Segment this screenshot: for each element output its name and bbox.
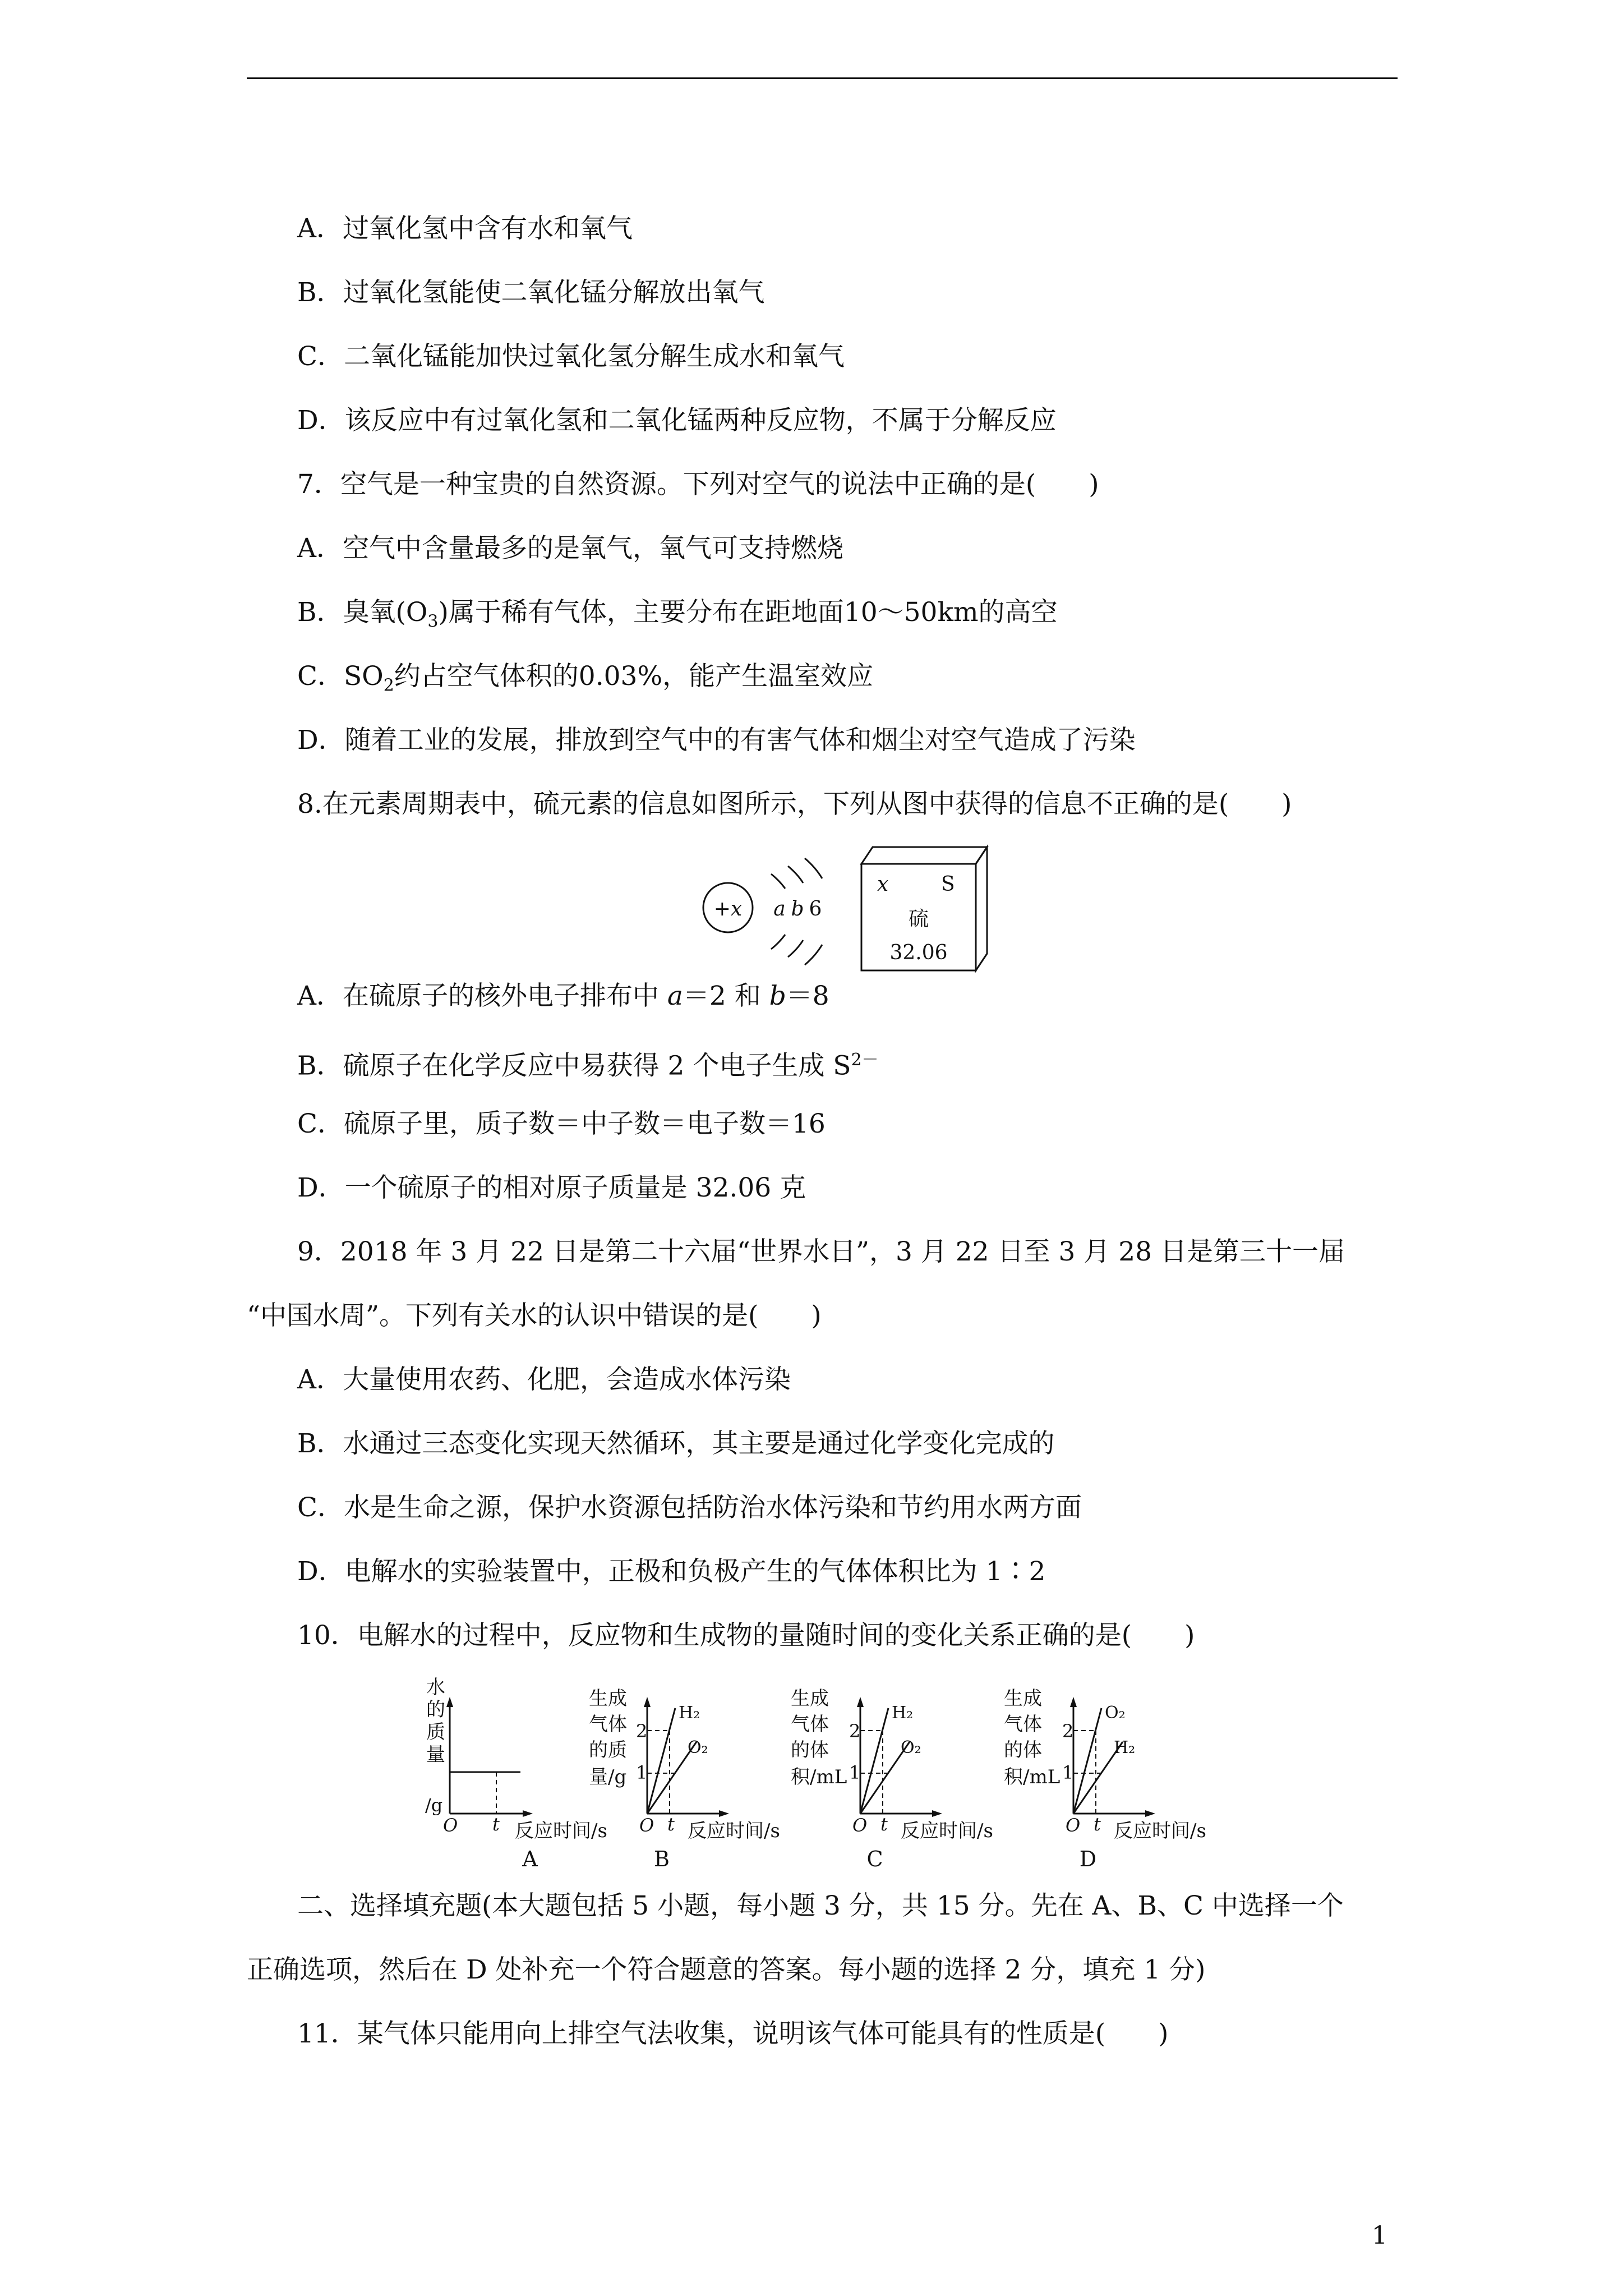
q8-stem: 8.在元素周期表中，硫元素的信息如图所示，下列从图中获得的信息不正确的是( ) [297, 789, 1292, 820]
q9-stem-line2: “中国水周”。下列有关水的认识中错误的是( ) [247, 1300, 822, 1331]
svg-text:O₂: O₂ [688, 1738, 708, 1757]
q9-option-c: C．水是生命之源，保护水资源包括防治水体污染和节约用水两方面 [297, 1492, 1082, 1523]
svg-text:生成: 生成 [589, 1687, 627, 1710]
q7-option-d: D．随着工业的发展，排放到空气中的有害气体和烟尘对空气造成了污染 [297, 725, 1136, 756]
svg-text:1: 1 [849, 1762, 861, 1783]
svg-text:O: O [852, 1815, 868, 1836]
cell-mass: 32.06 [889, 941, 948, 964]
graph-c-upper-line [860, 1708, 888, 1814]
svg-text:反应时间/s: 反应时间/s [901, 1820, 993, 1842]
svg-text:O: O [1066, 1815, 1081, 1836]
graph-a-ylabel-3: 质 [426, 1721, 445, 1743]
svg-text:H₂: H₂ [679, 1703, 700, 1723]
section2-line1: 二、选择填充题(本大题包括 5 小题，每小题 3 分，共 15 分。先在 A、B、C 中选择一个 [297, 1890, 1344, 1921]
graph-d-upper-line [1073, 1708, 1101, 1814]
graph-c [791, 1687, 993, 1871]
shell-a-label: a [773, 898, 786, 921]
svg-text:反应时间/s: 反应时间/s [688, 1820, 780, 1842]
q8-option-a: A．在硫原子的核外电子排布中 a＝2 和 b＝8 [297, 981, 829, 1011]
svg-text:积/mL: 积/mL [791, 1766, 847, 1788]
shell-c-label: 6 [809, 898, 822, 921]
svg-text:O: O [443, 1815, 458, 1836]
shell-arc-1-top [771, 874, 785, 889]
svg-text:气体: 气体 [1004, 1713, 1042, 1736]
svg-text:t: t [880, 1814, 888, 1835]
q9-stem-line1: 9．2018 年 3 月 22 日是第二十六届“世界水日”，3 月 22 日至 3 月 28 日是第三十一届 [297, 1236, 1345, 1267]
shell-arc-1-bottom [771, 935, 785, 949]
graph-c-label: C [866, 1847, 883, 1871]
shell-b-label: b [791, 898, 804, 921]
shell-arc-3-top [805, 858, 822, 878]
graph-a-ylabel-1: 水 [426, 1676, 445, 1699]
nucleus-label: +x [713, 898, 743, 921]
sulfur-figure [695, 841, 998, 978]
graph-b-label: B [654, 1847, 670, 1871]
svg-text:积/mL: 积/mL [1004, 1766, 1061, 1788]
q8-option-b: B．硫原子在化学反应中易获得 2 个电子生成 $S^{2-}$ [297, 1050, 879, 1082]
svg-text:反应时间/s: 反应时间/s [515, 1820, 607, 1842]
svg-text:1: 1 [1062, 1762, 1074, 1783]
graph-a-ylabel-2: 的 [426, 1699, 445, 1721]
q10-stem: 10．电解水的过程中，反应物和生成物的量随时间的变化关系正确的是( ) [297, 1620, 1195, 1651]
svg-text:气体: 气体 [589, 1713, 627, 1736]
svg-text:1: 1 [636, 1762, 648, 1783]
q11-stem: 11．某气体只能用向上排空气法收集，说明该气体可能具有的性质是( ) [297, 2018, 1169, 2049]
q8-option-d: D．一个硫原子的相对原子质量是 32.06 克 [297, 1172, 806, 1203]
svg-text:O₂: O₂ [901, 1738, 921, 1757]
svg-text:的质: 的质 [589, 1739, 627, 1761]
graph-a-label: A [522, 1847, 538, 1871]
svg-text:t: t [492, 1814, 500, 1835]
svg-text:H₂: H₂ [1114, 1738, 1136, 1757]
graph-a [425, 1676, 607, 1871]
cell-name: 硫 [908, 908, 929, 931]
q7-stem: 7．空气是一种宝贵的自然资源。下列对空气的说法中正确的是( ) [297, 469, 1099, 500]
graph-a-ylabel-4: 量 [426, 1743, 445, 1766]
q6-option-b: B．过氧化氢能使二氧化锰分解放出氧气 [297, 277, 765, 308]
q6-option-c: C．二氧化锰能加快过氧化氢分解生成水和氧气 [297, 341, 845, 372]
q7-option-b: B．臭氧$(O_3)$属于稀有气体，主要分布在距地面10～50km的高空 [297, 597, 1058, 632]
cell-symbol: S [941, 873, 955, 896]
q6-option-a: A．过氧化氢中含有水和氧气 [297, 213, 633, 244]
shell-arc-2-top [788, 866, 803, 883]
svg-text:的体: 的体 [1004, 1739, 1042, 1761]
svg-text:t: t [667, 1814, 675, 1835]
svg-text:气体: 气体 [791, 1713, 829, 1736]
q9-option-b: B．水通过三态变化实现天然循环，其主要是通过化学变化完成的 [297, 1428, 1055, 1459]
svg-text:生成: 生成 [791, 1687, 829, 1710]
svg-text:生成: 生成 [1004, 1687, 1042, 1710]
cube-side [976, 847, 987, 970]
svg-text:反应时间/s: 反应时间/s [1114, 1820, 1206, 1842]
svg-text:的体: 的体 [791, 1739, 829, 1761]
q8-option-c: C．硫原子里，质子数＝中子数＝电子数＝16 [297, 1108, 826, 1139]
page-number: 1 [1372, 2221, 1387, 2250]
svg-text:量/g: 量/g [589, 1766, 627, 1788]
q9-option-d: D．电解水的实验装置中，正极和负极产生的气体体积比为 1∶2 [297, 1556, 1046, 1587]
graph-a-ylabel-5: /g [425, 1795, 443, 1816]
section2-line2: 正确选项，然后在 D 处补充一个符合题意的答案。每小题的选择 2 分，填充 1 分) [247, 1954, 1206, 1985]
cell-atomic-number: x [877, 873, 889, 896]
svg-text:2: 2 [636, 1720, 648, 1742]
svg-text:O: O [639, 1815, 654, 1836]
svg-text:H₂: H₂ [892, 1703, 914, 1723]
cube-top [861, 847, 987, 864]
graph-d [1004, 1687, 1206, 1871]
header-rule [247, 77, 1398, 79]
q6-option-d: D．该反应中有过氧化氢和二氧化锰两种反应物，不属于分解反应 [297, 405, 1057, 436]
shell-arc-3-bottom [805, 945, 822, 965]
q10-graphs [421, 1674, 1295, 1879]
graph-b [589, 1687, 780, 1871]
graph-b-upper-line [647, 1708, 675, 1814]
svg-text:O₂: O₂ [1105, 1703, 1126, 1723]
q9-option-a: A．大量使用农药、化肥，会造成水体污染 [297, 1364, 791, 1395]
graph-d-label: D [1079, 1847, 1097, 1871]
svg-text:t: t [1094, 1814, 1101, 1835]
svg-text:2: 2 [1062, 1720, 1074, 1742]
shell-arc-2-bottom [788, 940, 803, 957]
q7-option-a: A．空气中含量最多的是氧气，氧气可支持燃烧 [297, 533, 843, 564]
svg-text:2: 2 [849, 1720, 861, 1742]
q7-option-c: C．$SO_2$约占空气体积的0.03%，能产生温室效应 [297, 661, 874, 696]
